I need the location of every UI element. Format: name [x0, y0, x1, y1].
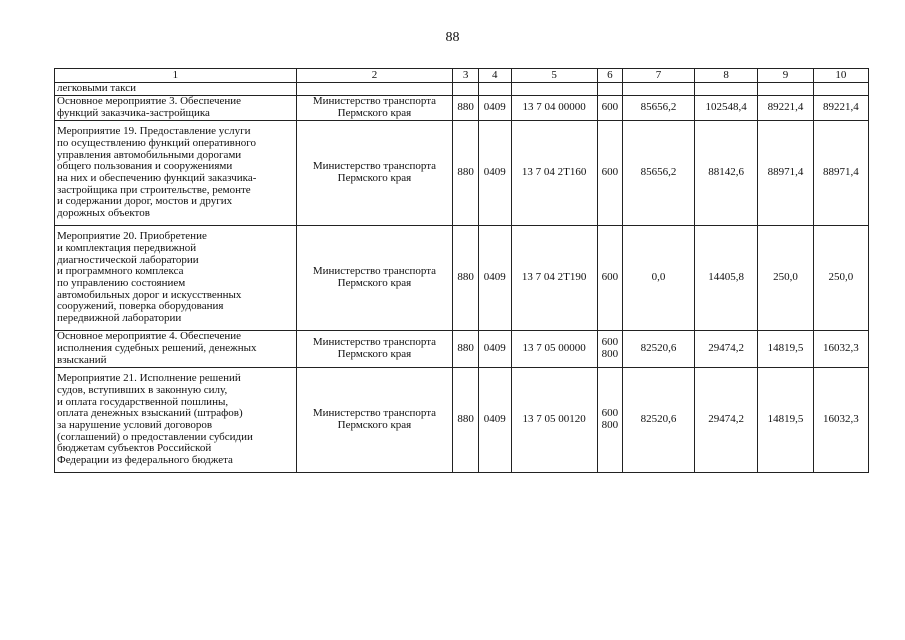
column-header: 1: [55, 69, 297, 83]
amount-cell: 88971,4: [758, 121, 813, 226]
amount-cell: 14819,5: [758, 368, 813, 473]
page-number: 88: [445, 30, 460, 45]
executor-cell: Министерство транспорта Пермского края: [296, 368, 453, 473]
amount-cell: 89221,4: [813, 96, 868, 121]
amount-cell: 85656,2: [623, 121, 695, 226]
amount-cell: [623, 83, 695, 96]
column-header: 9: [758, 69, 813, 83]
activity-name: легковыми такси: [55, 83, 297, 96]
code-cell: 880: [453, 331, 479, 368]
code-cell: 600: [597, 226, 623, 331]
executor-cell: [296, 83, 453, 96]
code-cell: [597, 83, 623, 96]
code-cell: 0409: [478, 96, 511, 121]
amount-cell: [694, 83, 757, 96]
column-number-row: [55, 69, 869, 83]
amount-cell: 85656,2: [623, 96, 695, 121]
amount-cell: 16032,3: [813, 368, 868, 473]
executor-cell: Министерство транспорта Пермского края: [296, 331, 453, 368]
table-row: [55, 368, 869, 473]
code-cell: 880: [453, 368, 479, 473]
code-cell: 600: [597, 121, 623, 226]
activity-name: Мероприятие 19. Предоставление услуги по осуществлению функций оперативного управления автомобильными дорогами общего пользования и сооружениями на них и обеспечению функций заказчика- застройщика при строительстве, ремонте и содержании дорог, мостов и других дорожных объектов: [55, 121, 297, 226]
code-cell: 600 800: [597, 331, 623, 368]
column-header: 8: [694, 69, 757, 83]
executor-cell: Министерство транспорта Пермского края: [296, 226, 453, 331]
amount-cell: [813, 83, 868, 96]
column-header: 7: [623, 69, 695, 83]
table-row: [55, 226, 869, 331]
amount-cell: 89221,4: [758, 96, 813, 121]
column-header: 2: [296, 69, 453, 83]
activity-name: Основное мероприятие 3. Обеспечение функций заказчика-застройщика: [55, 96, 297, 121]
column-header: 3: [453, 69, 479, 83]
table-row: [55, 96, 869, 121]
activity-name: Мероприятие 21. Исполнение решений судов, вступивших в законную силу, и оплата государственной пошлины, оплата денежных взысканий (штрафов) за нарушение условий договоров (соглашений) о предоставлении субсидии бюджетам субъектов Российской Федерации из федерального бюджета: [55, 368, 297, 473]
activity-name: Основное мероприятие 4. Обеспечение исполнения судебных решений, денежных взысканий: [55, 331, 297, 368]
code-cell: 0409: [478, 368, 511, 473]
amount-cell: 88971,4: [813, 121, 868, 226]
code-cell: 880: [453, 226, 479, 331]
amount-cell: 82520,6: [623, 368, 695, 473]
code-cell: 0409: [478, 121, 511, 226]
table-row: [55, 83, 869, 96]
code-cell: 13 7 05 00120: [511, 368, 597, 473]
amount-cell: 82520,6: [623, 331, 695, 368]
code-cell: [511, 83, 597, 96]
activity-name: Мероприятие 20. Приобретение и комплектация передвижной диагностической лаборатории и программного комплекса по управлению состоянием автомобильных дорог и искусственных сооружений, поверка оборудования передвижной лаборатории: [55, 226, 297, 331]
code-cell: 0409: [478, 331, 511, 368]
code-cell: [453, 83, 479, 96]
table-row: [55, 331, 869, 368]
amount-cell: 14819,5: [758, 331, 813, 368]
amount-cell: 29474,2: [694, 368, 757, 473]
amount-cell: 14405,8: [694, 226, 757, 331]
code-cell: 880: [453, 121, 479, 226]
code-cell: 600 800: [597, 368, 623, 473]
code-cell: 880: [453, 96, 479, 121]
executor-cell: Министерство транспорта Пермского края: [296, 96, 453, 121]
code-cell: 13 7 04 00000: [511, 96, 597, 121]
code-cell: 600: [597, 96, 623, 121]
column-header: 6: [597, 69, 623, 83]
column-header: 4: [478, 69, 511, 83]
code-cell: 0409: [478, 226, 511, 331]
column-header: 5: [511, 69, 597, 83]
code-cell: 13 7 05 00000: [511, 331, 597, 368]
amount-cell: 102548,4: [694, 96, 757, 121]
amount-cell: 0,0: [623, 226, 695, 331]
amount-cell: 29474,2: [694, 331, 757, 368]
amount-cell: 250,0: [813, 226, 868, 331]
amount-cell: 88142,6: [694, 121, 757, 226]
code-cell: 13 7 04 2Т190: [511, 226, 597, 331]
column-header: 10: [813, 69, 868, 83]
code-cell: 13 7 04 2Т160: [511, 121, 597, 226]
table-row: [55, 121, 869, 226]
amount-cell: [758, 83, 813, 96]
code-cell: [478, 83, 511, 96]
amount-cell: 250,0: [758, 226, 813, 331]
amount-cell: 16032,3: [813, 331, 868, 368]
budget-table: [54, 68, 869, 473]
executor-cell: Министерство транспорта Пермского края: [296, 121, 453, 226]
